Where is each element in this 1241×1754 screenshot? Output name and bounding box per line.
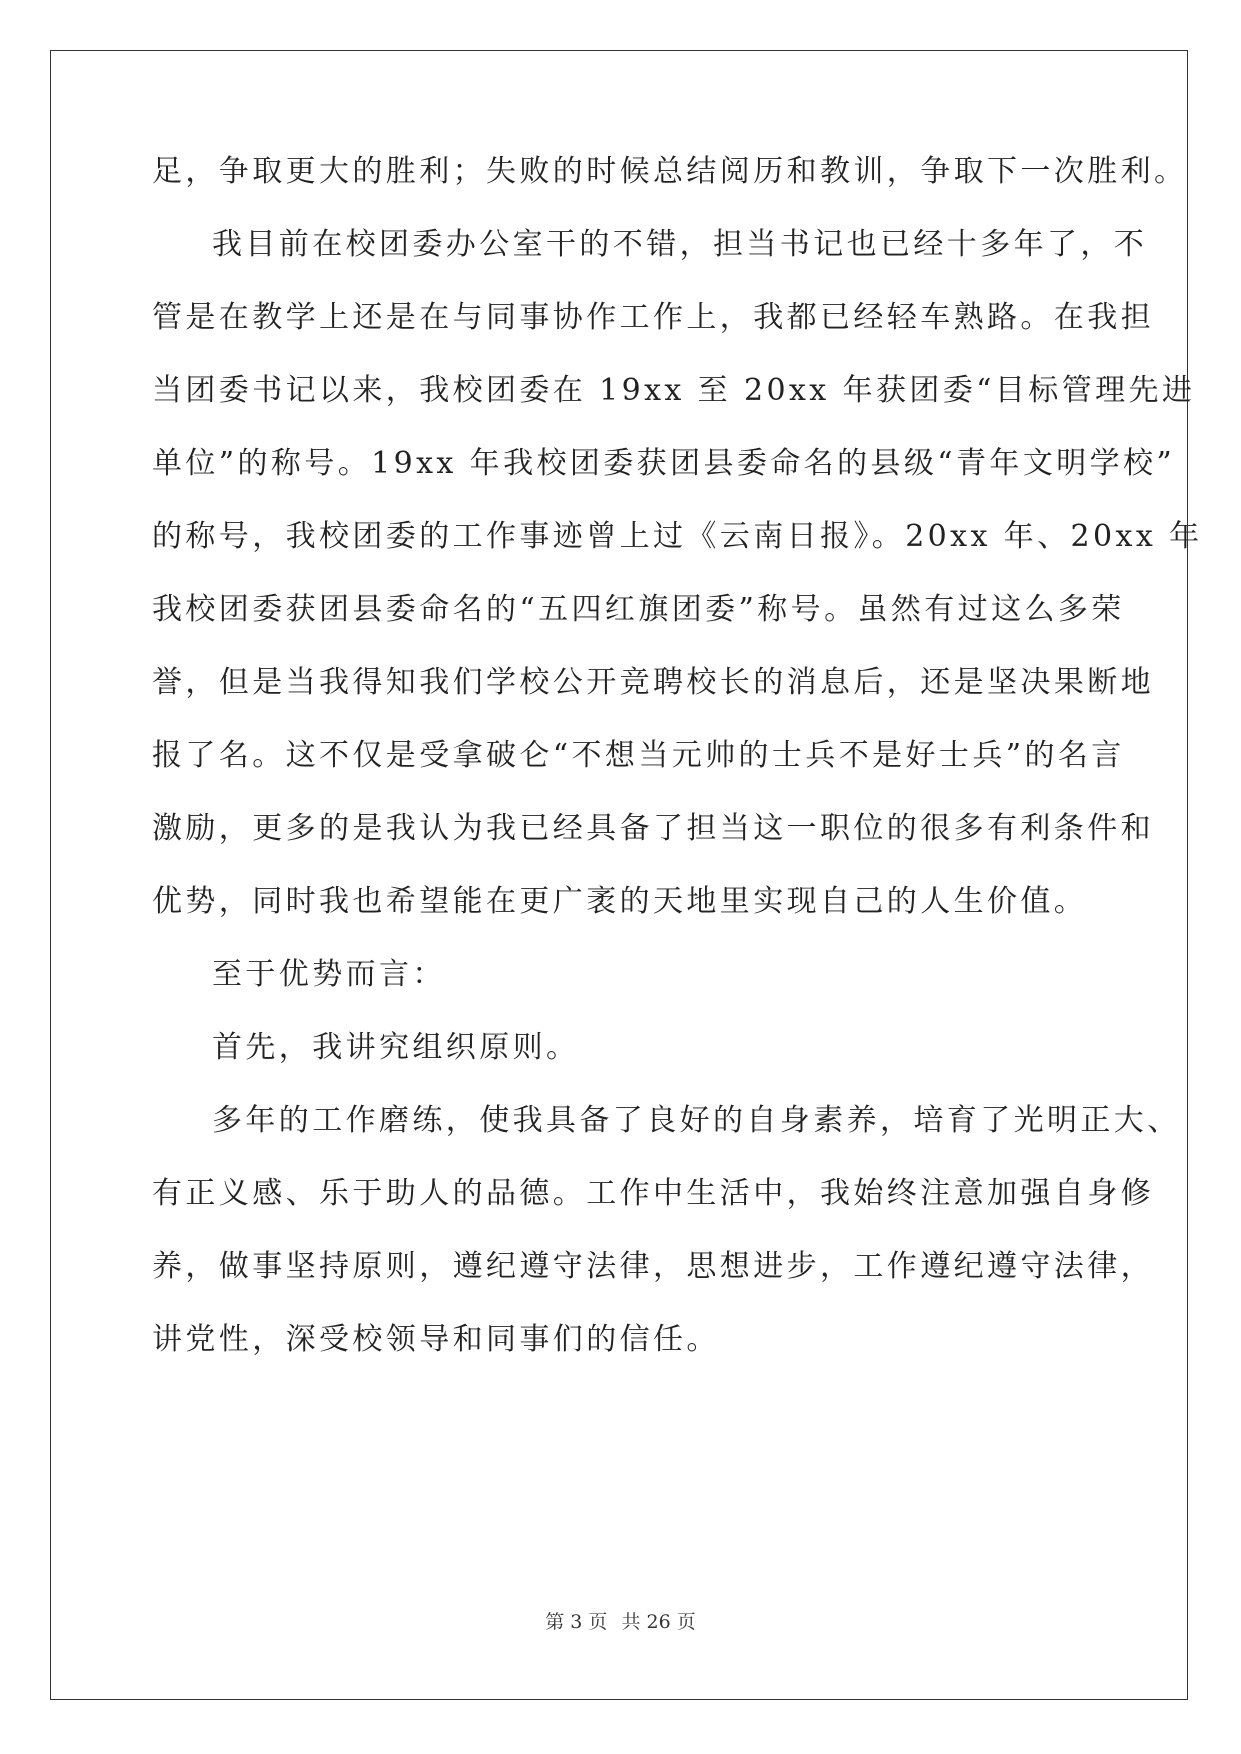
text-line-6: 的称号，我校团委的工作事迹曾上过《云南日报》。20xx 年、20xx 年	[152, 519, 1203, 554]
text-line-17: 讲党性，深受校领导和同事们的信任。	[152, 1322, 720, 1357]
text-line-4: 当团委书记以来，我校团委在 19xx 至 20xx 年获团委“目标管理先进	[152, 373, 1196, 408]
text-line-16: 养，做事坚持原则，遵纪遵守法律，思想进步，工作遵纪遵守法律，	[152, 1249, 1154, 1284]
text-line-14: 多年的工作磨练，使我具备了良好的自身素养，培育了光明正大、	[212, 1103, 1181, 1138]
text-line-9: 报了名。这不仅是受拿破仑“不想当元帅的士兵不是好士兵”的名言	[152, 738, 1125, 773]
page-footer	[0, 1610, 1241, 1634]
text-line-15: 有正义感、乐于助人的品德。工作中生活中，我始终注意加强自身修	[152, 1176, 1154, 1211]
page-total: 共 26 页	[621, 1611, 696, 1633]
text-line-7: 我校团委获团县委命名的“五四红旗团委”称号。虽然有过这么多荣	[152, 592, 1125, 627]
text-line-13: 首先，我讲究组织原则。	[212, 1030, 580, 1065]
text-line-10: 激励，更多的是我认为我已经具备了担当这一职位的很多有利条件和	[152, 811, 1154, 846]
text-line-1: 足，争取更大的胜利；失败的时候总结阅历和教训，争取下一次胜利。	[152, 154, 1188, 189]
text-line-2: 我目前在校团委办公室干的不错，担当书记也已经十多年了，不	[212, 227, 1148, 262]
text-line-11: 优势，同时我也希望能在更广袤的天地里实现自己的人生价值。	[152, 884, 1088, 919]
text-line-8: 誉，但是当我得知我们学校公开竞聘校长的消息后，还是坚决果断地	[152, 665, 1154, 700]
text-line-3: 管是在教学上还是在与同事协作工作上，我都已经轻车熟路。在我担	[152, 300, 1154, 335]
text-line-5: 单位”的称号。19xx 年我校团委获团县委命名的县级“青年文明学校”	[152, 446, 1176, 481]
text-line-12: 至于优势而言：	[212, 957, 446, 992]
page-number: 第 3 页	[545, 1611, 608, 1633]
